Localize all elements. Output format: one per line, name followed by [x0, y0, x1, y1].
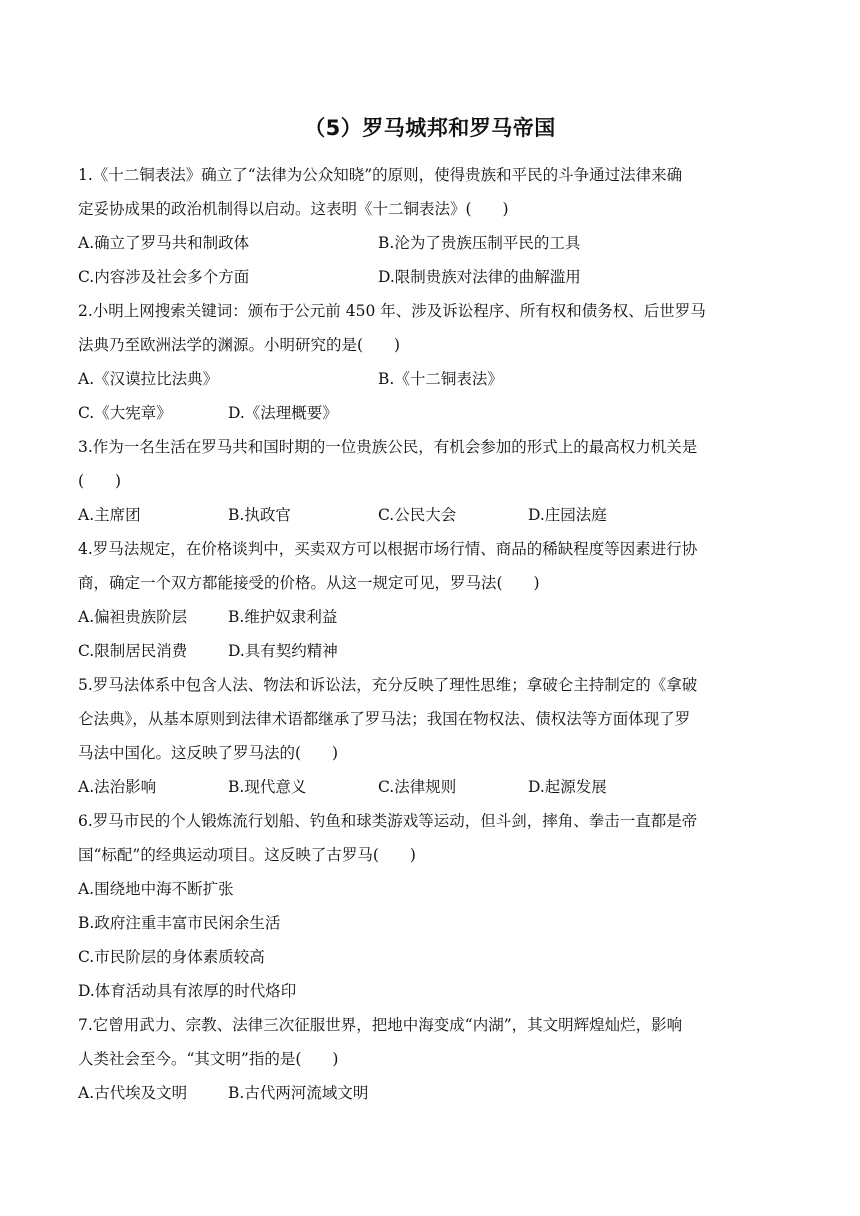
question-3	[78, 430, 790, 532]
option-row	[78, 770, 790, 804]
question-stem-line: 商，确定一个双方都能接受的价格。从这一规定可见，罗马法( )	[78, 574, 540, 592]
option-b: B.古代两河流域文明	[228, 1084, 369, 1102]
option-d: D.具有契约精神	[228, 642, 338, 660]
option-a: A.确立了罗马共和制政体	[78, 234, 250, 252]
question-stem-line: 定妥协成果的政治机制得以启动。这表明《十二铜表法》( )	[78, 200, 509, 218]
option-row	[78, 600, 790, 634]
option-b: B.现代意义	[228, 778, 307, 796]
question-2	[78, 294, 790, 430]
option-a: A.围绕地中海不断扩张	[78, 880, 234, 898]
option-row	[78, 260, 790, 294]
question-stem-line: 人类社会至今。“其文明”指的是( )	[78, 1050, 339, 1068]
question-4	[78, 532, 790, 668]
option-b: B.《十二铜表法》	[378, 370, 503, 388]
question-stem-line: 马法中国化。这反映了罗马法的( )	[78, 744, 339, 762]
option-row	[78, 362, 790, 396]
option-a: A.《汉谟拉比法典》	[78, 370, 219, 388]
question-stem-line: 2.小明上网搜索关键词：颁布于公元前 450 年、涉及诉讼程序、所有权和债务权、后世罗马	[78, 302, 706, 320]
question-7	[78, 1008, 790, 1110]
option-c: C.《大宪章》	[78, 404, 172, 422]
option-d: D.起源发展	[528, 778, 607, 796]
option-c: C.内容涉及社会多个方面	[78, 268, 250, 286]
option-b: B.政府注重丰富市民闲余生活	[78, 914, 281, 932]
question-stem-line: ( )	[78, 472, 122, 490]
option-d: D.《法理概要》	[228, 404, 338, 422]
option-a: A.法治影响	[78, 778, 157, 796]
question-stem-line: 5.罗马法体系中包含人法、物法和诉讼法，充分反映了理性思维；拿破仑主持制定的《拿破	[78, 676, 698, 694]
option-row	[78, 396, 790, 430]
question-stem-line: 7.它曾用武力、宗教、法律三次征服世界，把地中海变成“内湖”，其文明辉煌灿烂，影响	[78, 1016, 683, 1034]
option-d: D.体育活动具有浓厚的时代烙印	[78, 982, 297, 1000]
option-a: A.古代埃及文明	[78, 1084, 188, 1102]
question-stem-line: 6.罗马市民的个人锻炼流行划船、钓鱼和球类游戏等运动，但斗剑，摔角、拳击一直都是帝	[78, 812, 698, 830]
option-b: B.沦为了贵族压制平民的工具	[378, 234, 581, 252]
question-1	[78, 158, 790, 294]
option-a: A.偏袒贵族阶层	[78, 608, 188, 626]
option-b: B.维护奴隶利益	[228, 608, 338, 626]
question-stem-line: 仑法典》，从基本原则到法律术语都继承了罗马法；我国在物权法、债权法等方面体现了罗	[78, 710, 691, 728]
question-stem-line: 法典乃至欧洲法学的渊源。小明研究的是( )	[78, 336, 401, 354]
option-c: C.市民阶层的身体素质较高	[78, 948, 265, 966]
question-stem-line: 4.罗马法规定，在价格谈判中，买卖双方可以根据市场行情、商品的稀缺程度等因素进行协	[78, 540, 698, 558]
question-5	[78, 668, 790, 804]
option-c: C.公民大会	[378, 506, 457, 524]
option-d: D.庄园法庭	[528, 506, 607, 524]
question-6	[78, 804, 790, 1008]
question-stem-line: 国“标配”的经典运动项目。这反映了古罗马( )	[78, 846, 416, 864]
question-stem-line: 3.作为一名生活在罗马共和国时期的一位贵族公民，有机会参加的形式上的最高权力机关是	[78, 438, 698, 456]
option-d: D.限制贵族对法律的曲解滥用	[378, 268, 581, 286]
question-stem-line: 1.《十二铜表法》确立了“法律为公众知晓”的原则，使得贵族和平民的斗争通过法律来确	[78, 166, 683, 184]
option-row	[78, 1076, 790, 1110]
option-c: C.法律规则	[378, 778, 457, 796]
question-list	[78, 158, 790, 1110]
option-c: C.限制居民消费	[78, 642, 188, 660]
option-row	[78, 226, 790, 260]
option-row	[78, 634, 790, 668]
option-row	[78, 498, 790, 532]
option-b: B.执政官	[228, 506, 291, 524]
option-a: A.主席团	[78, 506, 141, 524]
page-title: （5）罗马城邦和罗马帝国	[304, 116, 556, 140]
